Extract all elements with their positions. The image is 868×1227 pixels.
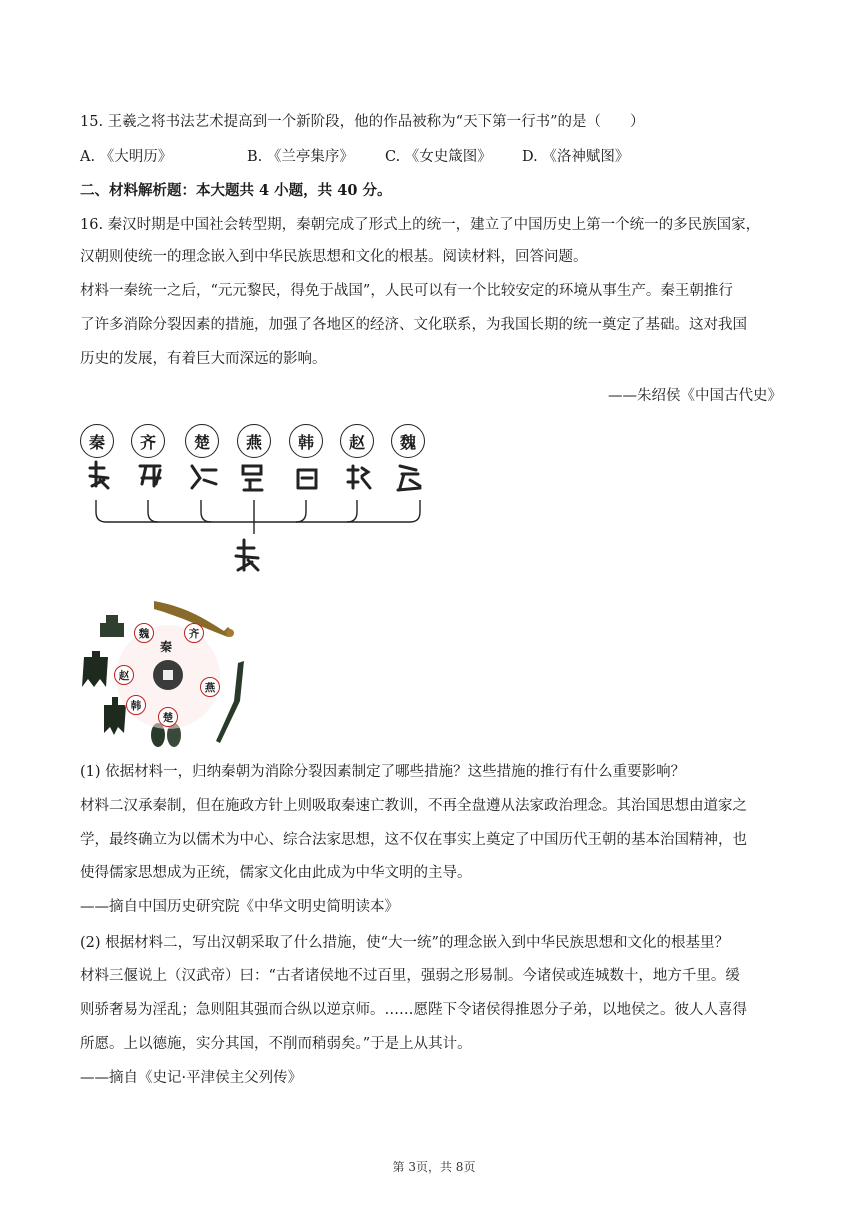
section-heading: 二、材料解析题：本大题共 4 小题，共 40 分。 [80, 182, 392, 199]
material2-line: 使得儒家思想成为正统，儒家文化由此成为中华文明的主导。 [80, 865, 472, 881]
material1-source: ——朱绍侯《中国古代史》 [608, 388, 782, 404]
coin-label: 燕 [200, 677, 220, 697]
ancient-script-glyphs [0, 0, 868, 600]
state-circle: 魏 [391, 424, 425, 458]
material1-line: 了许多消除分裂因素的措施，加强了各地区的经济、文化联系，为我国长期的统一奠定了基础。这对我国 [80, 317, 747, 333]
coin-label: 齐 [184, 623, 204, 643]
material2-source: ——摘自中国历史研究院《中华文明史简明读本》 [80, 899, 399, 915]
states-script-diagram [0, 0, 868, 600]
question-1: (1) 依据材料一，归纳秦朝为消除分裂因素制定了哪些措施？这些措施的推行有什么重要影响？ [80, 764, 686, 780]
material1-line: 材料一秦统一之后，“元元黎民，得免于战国”，人民可以有一个比较安定的环境从事生产。秦王朝推行 [80, 283, 733, 299]
state-circle: 秦 [80, 424, 114, 458]
material2-line: 材料二汉承秦制，但在施政方针上则吸取秦速亡教训，不再全盘遵从法家政治理念。其治国思想由道家之 [80, 798, 747, 814]
coin-label: 韩 [126, 695, 146, 715]
page-number: 第 3页，共 8页 [392, 1160, 476, 1174]
material3-line: 材料三偃说上（汉武帝）曰：“古者诸侯地不过百里，强弱之形易制。今诸侯或连城数十，地方千里。缓 [80, 968, 740, 984]
q16-intro-line: 汉朝则使统一的理念嵌入到中华民族思想和文化的根基。阅读材料，回答问题。 [80, 249, 588, 265]
coin-diagram [78, 595, 258, 755]
coin-label: 楚 [158, 707, 178, 727]
q16-intro-line: 16. 秦汉时期是中国社会转型期，秦朝完成了形式上的统一，建立了中国历史上第一个统一的多民族国家， [80, 217, 761, 233]
material1-line: 历史的发展，有着巨大而深远的影响。 [80, 351, 327, 367]
material2-line: 学，最终确立为以儒术为中心、综合法家思想，这不仅在事实上奠定了中国历代王朝的基本治国精神，也 [80, 832, 747, 848]
q15-option-b: B. 《兰亭集序》 [247, 149, 354, 165]
q15-option-d: D. 《洛神赋图》 [522, 149, 630, 165]
material3-line: 所愿。上以德施，实分其国，不削而稍弱矣。”于是上从其计。 [80, 1036, 472, 1052]
q15-stem: 15. 王羲之将书法艺术提高到一个新阶段，他的作品被称为“天下第一行书”的是（ ） [80, 114, 645, 130]
state-circle: 楚 [185, 424, 219, 458]
q15-option-a: A. 《大明历》 [80, 149, 173, 165]
coin-center-label: 秦 [160, 640, 173, 654]
coin-label: 魏 [134, 623, 154, 643]
question-2: (2) 根据材料二，写出汉朝采取了什么措施，使“大一统”的理念嵌入到中华民族思想和文化的根基里？ [80, 935, 729, 951]
state-circle: 韩 [289, 424, 323, 458]
state-circle: 赵 [340, 424, 374, 458]
state-circle: 燕 [237, 424, 271, 458]
q15-option-c: C. 《女史箴图》 [385, 149, 492, 165]
material3-line: 则骄奢易为淫乱；急则阻其强而合纵以逆京师。……愿陛下令诸侯得推恩分子弟，以地侯之。彼人人喜得 [80, 1002, 747, 1018]
state-circle: 齐 [131, 424, 165, 458]
ancient-coins-illustration [78, 595, 258, 755]
coin-label: 赵 [114, 665, 134, 685]
material3-source: ——摘自《史记·平津侯主父列传》 [80, 1070, 303, 1086]
